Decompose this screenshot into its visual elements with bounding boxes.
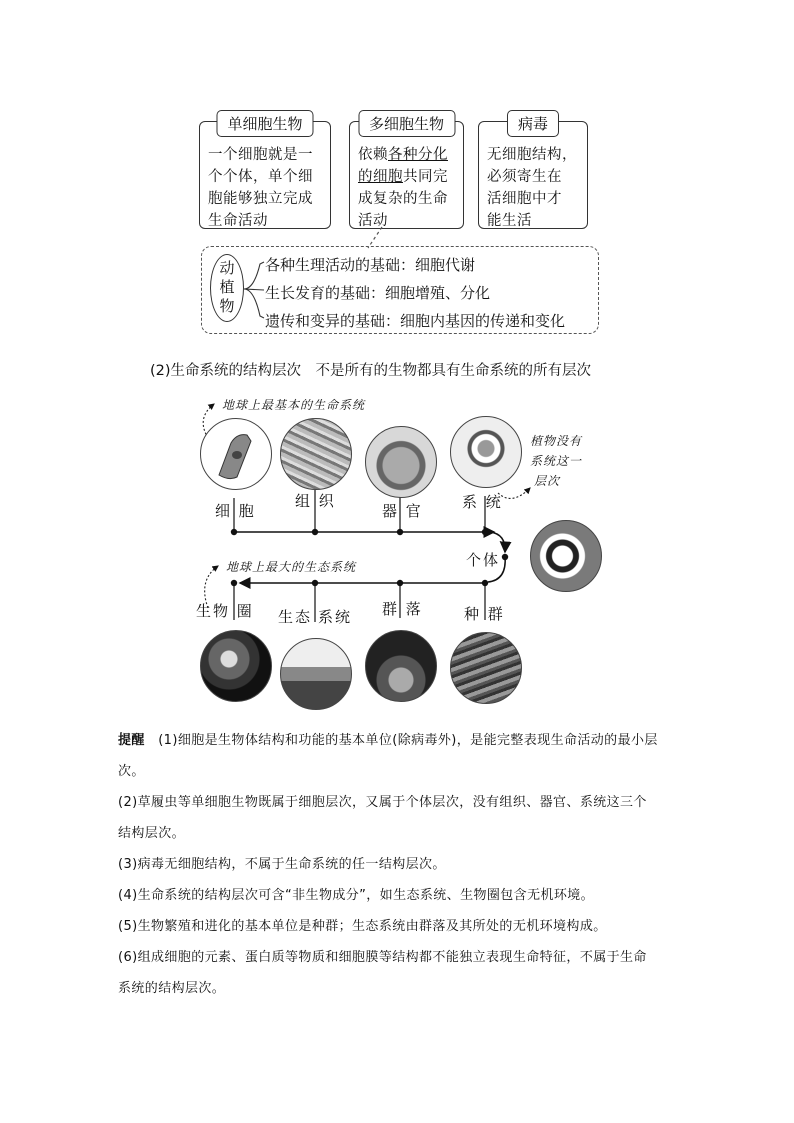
level-individual: 个体 <box>466 551 501 569</box>
multicellular-line: 依赖各种分化 <box>358 147 448 163</box>
reminder-line: 提醒 (1)细胞是生物体结构和功能的基本单位(除病毒外)，是能完整表现生命活动的最小层 <box>118 733 658 748</box>
ecosystem-image <box>280 638 352 710</box>
organ-image <box>365 426 437 498</box>
reminder-line: (4)生命系统的结构层次可含“非生物成分”，如生态系统、生物圈包含无机环境。 <box>118 888 595 903</box>
reminder-line: (5)生物繁殖和进化的基本单位是种群；生态系统由群落及其所处的无机环境构成。 <box>118 919 607 934</box>
level-cell: 细 胞 <box>215 502 256 520</box>
multicellular-line: 活动 <box>358 213 388 229</box>
unicellular-line: 胞能够独立完成 <box>208 191 313 207</box>
level-organ: 器 官 <box>382 502 423 520</box>
unicellular-line: 生命活动 <box>208 213 268 229</box>
multicellular-line: 成复杂的生命 <box>358 191 448 207</box>
level-biosphere: 生物 圈 <box>196 602 254 620</box>
level-ecosystem-a: 生态 <box>278 608 313 626</box>
plant-animal-line: 遗传和变异的基础：细胞内基因的传递和变化 <box>265 312 566 330</box>
virus-line: 活细胞中才 <box>487 191 562 207</box>
virus-title: 病毒 <box>507 110 559 137</box>
plant-animal-line: 各种生理活动的基础：细胞代谢 <box>265 256 476 274</box>
plant-animal-line: 生长发育的基础：细胞增殖、分化 <box>265 284 491 302</box>
reminder-line: (3)病毒无细胞结构，不属于生命系统的任一结构层次。 <box>118 857 446 872</box>
virus-line: 无细胞结构， <box>487 147 577 163</box>
note-largest-system: 地球上最大的生态系统 <box>226 560 357 574</box>
community-image <box>365 630 437 702</box>
note-plant-line: 植物没有 <box>530 434 583 448</box>
virus-line: 能生活 <box>487 213 532 229</box>
level-ecosystem-b: 系统 <box>318 608 353 626</box>
reminder-label: 提醒 <box>118 733 145 748</box>
reminder-line: 次。 <box>118 764 145 779</box>
reminder-line: 系统的结构层次。 <box>118 981 226 996</box>
section-title: (2)生命系统的结构层次 不是所有的生物都具有生命系统的所有层次 <box>150 363 592 379</box>
unicellular-line: 一个细胞就是一 <box>208 147 313 163</box>
level-population: 种 群 <box>464 605 505 623</box>
system-image <box>450 416 522 488</box>
virus-line: 必须寄生在 <box>487 169 562 185</box>
note-plant-line: 层次 <box>534 474 561 488</box>
level-tissue: 组 织 <box>295 492 336 510</box>
level-community: 群 落 <box>382 600 423 618</box>
reminder-line: (2)草履虫等单细胞生物既属于细胞层次，又属于个体层次，没有组织、器官、系统这三个 <box>118 795 647 810</box>
tissue-image <box>280 418 352 490</box>
plant-animal-oval: 动 植 物 <box>210 254 244 322</box>
biosphere-image <box>200 630 272 702</box>
unicellular-line: 个个体，单个细 <box>208 169 313 185</box>
reminder-line: 结构层次。 <box>118 826 186 841</box>
multicellular-line: 的细胞共同完 <box>358 169 448 185</box>
population-image <box>450 632 522 704</box>
level-system: 系 统 <box>462 493 503 511</box>
reminder-line: (6)组成细胞的元素、蛋白质等物质和细胞膜等结构都不能独立表现生命特征，不属于生命 <box>118 950 647 965</box>
note-plant-line: 系统这一 <box>530 454 583 468</box>
note-smallest-system: 地球上最基本的生命系统 <box>222 398 366 412</box>
multicellular-title: 多细胞生物 <box>358 110 455 137</box>
individual-image <box>530 520 602 592</box>
cell-image <box>200 418 272 490</box>
unicellular-title: 单细胞生物 <box>216 110 313 137</box>
